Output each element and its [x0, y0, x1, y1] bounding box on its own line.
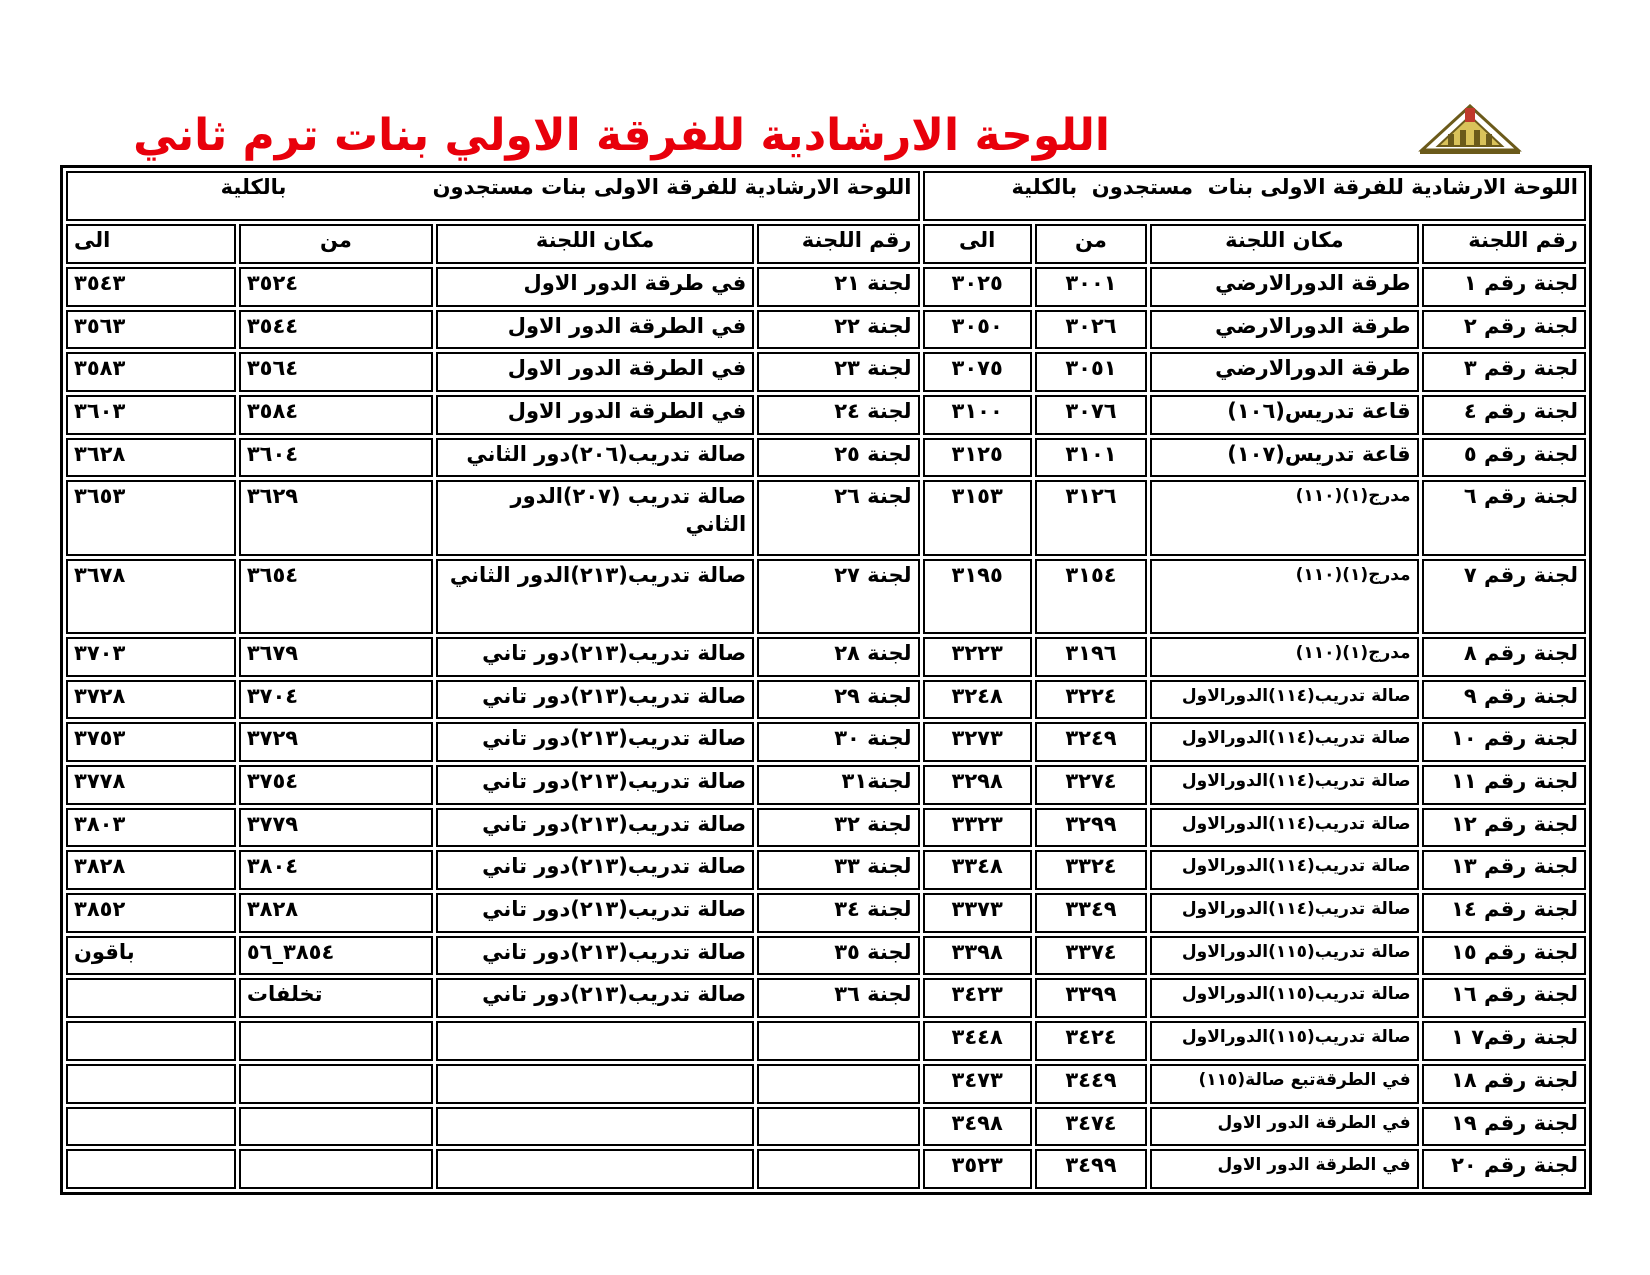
cell-committee-left: لجنة ٣٦ — [757, 978, 919, 1018]
table-row — [66, 808, 1586, 848]
header-committee-right: رقم اللجنة — [1422, 224, 1586, 264]
cell-committee-left: لجنة ٢١ — [757, 267, 919, 307]
cell-to-left: ٣٦٠٣ — [66, 395, 236, 435]
table-row — [66, 1021, 1586, 1061]
cell-committee-left: لجنة ٣٤ — [757, 893, 919, 933]
cell-to-left — [66, 1021, 236, 1061]
cell-committee-right: لجنة رقم ٨ — [1422, 637, 1586, 677]
cell-from-right: ٣١٥٤ — [1035, 559, 1147, 634]
cell-committee-right: لجنة رقم ٢ — [1422, 310, 1586, 350]
table-row — [66, 438, 1586, 478]
cell-to-right: ٣١٢٥ — [923, 438, 1032, 478]
cell-from-left: تخلفات — [239, 978, 433, 1018]
header-to-right: الى — [923, 224, 1032, 264]
cell-from-right: ٣٣٢٤ — [1035, 850, 1147, 890]
cell-location-left — [436, 1149, 754, 1189]
cell-committee-left — [757, 1107, 919, 1147]
cell-from-right: ٣٢٢٤ — [1035, 680, 1147, 720]
cell-from-left — [239, 1107, 433, 1147]
cell-to-left: باقون — [66, 936, 236, 976]
cell-to-right: ٣٤٤٨ — [923, 1021, 1032, 1061]
university-building-logo-icon — [1418, 104, 1522, 156]
cell-committee-right: لجنة رقم ١١ — [1422, 765, 1586, 805]
cell-from-right: ٣٢٧٤ — [1035, 765, 1147, 805]
cell-from-left: ٣٨٥٤_٥٦ — [239, 936, 433, 976]
table-row — [66, 637, 1586, 677]
cell-committee-right: لجنة رقم ١٣ — [1422, 850, 1586, 890]
cell-committee-right: لجنة رقم ١٨ — [1422, 1064, 1586, 1104]
cell-committee-right: لجنة رقم ٩ — [1422, 680, 1586, 720]
table-row — [66, 559, 1586, 634]
cell-location-left: في الطرقة الدور الاول — [436, 310, 754, 350]
cell-to-left: ٣٥٦٣ — [66, 310, 236, 350]
cell-committee-left: لجنة٣١ — [757, 765, 919, 805]
cell-from-left: ٣٦٢٩ — [239, 480, 433, 555]
table-row — [66, 680, 1586, 720]
cell-committee-left — [757, 1149, 919, 1189]
cell-from-left: ٣٨٢٨ — [239, 893, 433, 933]
cell-location-left: في طرقة الدور الاول — [436, 267, 754, 307]
cell-to-right: ٣٥٢٣ — [923, 1149, 1032, 1189]
table-row — [66, 1064, 1586, 1104]
cell-from-left: ٣٦٧٩ — [239, 637, 433, 677]
cell-location-left: في الطرقة الدور الاول — [436, 395, 754, 435]
cell-to-right: ٣٢٩٨ — [923, 765, 1032, 805]
table-row — [66, 352, 1586, 392]
cell-to-right: ٣٢٤٨ — [923, 680, 1032, 720]
cell-location-left: صالة تدريب(٢١٣)دور تاني — [436, 680, 754, 720]
table-row — [66, 850, 1586, 890]
cell-location-left: صالة تدريب(٢١٣)دور تاني — [436, 936, 754, 976]
cell-location-right: قاعة تدريس(١٠٧) — [1150, 438, 1418, 478]
cell-to-left: ٣٨٢٨ — [66, 850, 236, 890]
cell-from-left: ٣٥٢٤ — [239, 267, 433, 307]
cell-location-right: صالة تدريب(١١٤)الدورالاول — [1150, 680, 1418, 720]
cell-location-left: صالة تدريب(٢١٣)دور تاني — [436, 722, 754, 762]
cell-from-right: ٣٠٥١ — [1035, 352, 1147, 392]
cell-location-left: صالة تدريب(٢١٣)دور تاني — [436, 765, 754, 805]
cell-committee-left: لجنة ٣٠ — [757, 722, 919, 762]
cell-to-right: ٣٣٩٨ — [923, 936, 1032, 976]
cell-location-right: مدرج(١)(١١٠) — [1150, 559, 1418, 634]
cell-from-left: ٣٦٠٤ — [239, 438, 433, 478]
cell-location-right: طرقة الدورالارضي — [1150, 310, 1418, 350]
cell-from-left — [239, 1021, 433, 1061]
cell-from-right: ٣٤٩٩ — [1035, 1149, 1147, 1189]
cell-committee-left — [757, 1021, 919, 1061]
header-from-right: من — [1035, 224, 1147, 264]
cell-from-right: ٣١٩٦ — [1035, 637, 1147, 677]
cell-to-right: ٣٢٢٣ — [923, 637, 1032, 677]
banner-row — [66, 171, 1586, 221]
committees-table — [63, 168, 1589, 1192]
header-to-left: الى — [66, 224, 236, 264]
cell-to-right: ٣٢٧٣ — [923, 722, 1032, 762]
cell-to-left: ٣٥٤٣ — [66, 267, 236, 307]
cell-to-left: ٣٧٢٨ — [66, 680, 236, 720]
cell-location-left: صالة تدريب (٢٠٧)الدور الثاني — [436, 480, 754, 555]
cell-from-left: ٣٧٢٩ — [239, 722, 433, 762]
table-row — [66, 893, 1586, 933]
cell-location-right: صالة تدريب(١١٤)الدورالاول — [1150, 850, 1418, 890]
cell-committee-right: لجنة رقم ١ — [1422, 267, 1586, 307]
cell-location-right: صالة تدريب(١١٤)الدورالاول — [1150, 765, 1418, 805]
cell-to-left — [66, 1107, 236, 1147]
cell-from-right: ٣٣٧٤ — [1035, 936, 1147, 976]
cell-committee-left: لجنة ٢٩ — [757, 680, 919, 720]
header-from-left: من — [239, 224, 433, 264]
cell-committee-left: لجنة ٣٢ — [757, 808, 919, 848]
banner-right: اللوحة الارشادية للفرقة الاولى بنات مستجدون بالكلية — [923, 171, 1586, 221]
cell-location-left: صالة تدريب(٢١٣)دور تاني — [436, 850, 754, 890]
cell-committee-right: لجنة رقم ١٦ — [1422, 978, 1586, 1018]
page-title: اللوحة الارشادية للفرقة الاولي بنات ترم ثاني — [133, 110, 1110, 161]
table-row — [66, 722, 1586, 762]
table-row — [66, 480, 1586, 555]
table-row — [66, 765, 1586, 805]
cell-to-right: ٣٠٢٥ — [923, 267, 1032, 307]
cell-to-right: ٣٣٧٣ — [923, 893, 1032, 933]
committees-table-frame — [60, 165, 1592, 1195]
header-committee-left: رقم اللجنة — [757, 224, 919, 264]
cell-to-right: ٣١٩٥ — [923, 559, 1032, 634]
cell-committee-left: لجنة ٢٧ — [757, 559, 919, 634]
cell-from-right: ٣٤٢٤ — [1035, 1021, 1147, 1061]
cell-to-left: ٣٦٢٨ — [66, 438, 236, 478]
table-row — [66, 267, 1586, 307]
cell-committee-right: لجنة رقم ١٩ — [1422, 1107, 1586, 1147]
cell-to-left: ٣٨٥٢ — [66, 893, 236, 933]
cell-location-right: في الطرقة الدور الاول — [1150, 1149, 1418, 1189]
cell-location-right: في الطرقةتبع صالة(١١٥) — [1150, 1064, 1418, 1104]
cell-from-left: ٣٥٨٤ — [239, 395, 433, 435]
cell-from-right: ٣٣٩٩ — [1035, 978, 1147, 1018]
cell-committee-right: لجنة رقم ٢٠ — [1422, 1149, 1586, 1189]
cell-to-left: ٣٧٧٨ — [66, 765, 236, 805]
cell-from-right: ٣١٢٦ — [1035, 480, 1147, 555]
cell-from-left — [239, 1064, 433, 1104]
cell-to-left: ٣٨٠٣ — [66, 808, 236, 848]
cell-from-right: ٣٠٢٦ — [1035, 310, 1147, 350]
cell-location-left: في الطرقة الدور الاول — [436, 352, 754, 392]
cell-to-left: ٣٧٥٣ — [66, 722, 236, 762]
cell-location-right: قاعة تدريس(١٠٦) — [1150, 395, 1418, 435]
cell-to-left — [66, 978, 236, 1018]
cell-committee-right: لجنة رقم ٦ — [1422, 480, 1586, 555]
table-row — [66, 1107, 1586, 1147]
cell-location-left: صالة تدريب(٢١٣)دور تاني — [436, 893, 754, 933]
cell-committee-left: لجنة ٢٤ — [757, 395, 919, 435]
cell-location-right: طرقة الدورالارضي — [1150, 352, 1418, 392]
cell-committee-left: لجنة ٢٨ — [757, 637, 919, 677]
cell-from-left: ٣٨٠٤ — [239, 850, 433, 890]
cell-location-right: صالة تدريب(١١٤)الدورالاول — [1150, 722, 1418, 762]
cell-committee-left: لجنة ٢٣ — [757, 352, 919, 392]
cell-to-right: ٣١٠٠ — [923, 395, 1032, 435]
banner-left: اللوحة الارشادية للفرقة الاولى بنات مستجدون بالكلية — [66, 171, 920, 221]
cell-committee-right: لجنة رقم ٣ — [1422, 352, 1586, 392]
cell-to-left — [66, 1064, 236, 1104]
cell-to-right: ٣٤٩٨ — [923, 1107, 1032, 1147]
cell-location-right: صالة تدريب(١١٥)الدورالاول — [1150, 978, 1418, 1018]
cell-to-right: ٣٣٢٣ — [923, 808, 1032, 848]
cell-to-right: ٣٣٤٨ — [923, 850, 1032, 890]
cell-location-left — [436, 1064, 754, 1104]
cell-committee-right: لجنة رقم ٧ — [1422, 559, 1586, 634]
table-row — [66, 395, 1586, 435]
cell-from-left: ٣٥٤٤ — [239, 310, 433, 350]
cell-committee-left: لجنة ٣٣ — [757, 850, 919, 890]
cell-from-left: ٣٧٧٩ — [239, 808, 433, 848]
cell-committee-left: لجنة ٢٦ — [757, 480, 919, 555]
cell-to-right: ٣٠٥٠ — [923, 310, 1032, 350]
cell-location-left: صالة تدريب(٢١٣)الدور الثاني — [436, 559, 754, 634]
cell-from-right: ٣٤٤٩ — [1035, 1064, 1147, 1104]
cell-to-left: ٣٥٨٣ — [66, 352, 236, 392]
cell-from-left: ٣٧٥٤ — [239, 765, 433, 805]
cell-to-right: ٣٤٢٣ — [923, 978, 1032, 1018]
cell-from-left: ٣٦٥٤ — [239, 559, 433, 634]
cell-location-right: صالة تدريب(١١٥)الدورالاول — [1150, 1021, 1418, 1061]
cell-location-right: في الطرقة الدور الاول — [1150, 1107, 1418, 1147]
cell-from-right: ٣١٠١ — [1035, 438, 1147, 478]
cell-committee-right: لجنة رقم ١٥ — [1422, 936, 1586, 976]
cell-location-left: صالة تدريب(٢١٣)دور تاني — [436, 978, 754, 1018]
cell-location-right: صالة تدريب(١١٥)الدورالاول — [1150, 936, 1418, 976]
cell-committee-left: لجنة ٢٥ — [757, 438, 919, 478]
cell-location-right: صالة تدريب(١١٤)الدورالاول — [1150, 893, 1418, 933]
cell-from-right: ٣٢٩٩ — [1035, 808, 1147, 848]
cell-from-left — [239, 1149, 433, 1189]
cell-to-right: ٣٤٧٣ — [923, 1064, 1032, 1104]
cell-location-left: صالة تدريب(٢١٣)دور تاني — [436, 637, 754, 677]
cell-committee-right: لجنة رقم ٤ — [1422, 395, 1586, 435]
cell-to-left: ٣٦٥٣ — [66, 480, 236, 555]
cell-from-left: ٣٧٠٤ — [239, 680, 433, 720]
cell-committee-right: لجنة رقم ١٢ — [1422, 808, 1586, 848]
cell-committee-right: لجنة رقم ٥ — [1422, 438, 1586, 478]
cell-committee-right: لجنة رقم ١٤ — [1422, 893, 1586, 933]
cell-from-right: ٣٣٤٩ — [1035, 893, 1147, 933]
cell-location-left — [436, 1107, 754, 1147]
cell-from-left: ٣٥٦٤ — [239, 352, 433, 392]
cell-to-left — [66, 1149, 236, 1189]
cell-location-left: صالة تدريب(٢١٣)دور تاني — [436, 808, 754, 848]
cell-from-right: ٣٤٧٤ — [1035, 1107, 1147, 1147]
cell-location-right: صالة تدريب(١١٤)الدورالاول — [1150, 808, 1418, 848]
cell-location-left — [436, 1021, 754, 1061]
cell-from-right: ٣٠٠١ — [1035, 267, 1147, 307]
header-location-right: مكان اللجنة — [1150, 224, 1418, 264]
cell-location-left: صالة تدريب(٢٠٦)دور الثاني — [436, 438, 754, 478]
cell-committee-left: لجنة ٢٢ — [757, 310, 919, 350]
table-row — [66, 1149, 1586, 1189]
cell-committee-left — [757, 1064, 919, 1104]
cell-from-right: ٣٠٧٦ — [1035, 395, 1147, 435]
cell-from-right: ٣٢٤٩ — [1035, 722, 1147, 762]
cell-to-left: ٣٧٠٣ — [66, 637, 236, 677]
cell-committee-left: لجنة ٣٥ — [757, 936, 919, 976]
cell-location-right: مدرج(١)(١١٠) — [1150, 637, 1418, 677]
cell-to-left: ٣٦٧٨ — [66, 559, 236, 634]
cell-to-right: ٣٠٧٥ — [923, 352, 1032, 392]
cell-location-right: طرقة الدورالارضي — [1150, 267, 1418, 307]
cell-committee-right: لجنة رقم٧ ١ — [1422, 1021, 1586, 1061]
table-row — [66, 936, 1586, 976]
cell-to-right: ٣١٥٣ — [923, 480, 1032, 555]
header-row — [66, 224, 1586, 264]
cell-location-right: مدرج(١)(١١٠) — [1150, 480, 1418, 555]
table-row — [66, 978, 1586, 1018]
cell-committee-right: لجنة رقم ١٠ — [1422, 722, 1586, 762]
header-location-left: مكان اللجنة — [436, 224, 754, 264]
table-row — [66, 310, 1586, 350]
